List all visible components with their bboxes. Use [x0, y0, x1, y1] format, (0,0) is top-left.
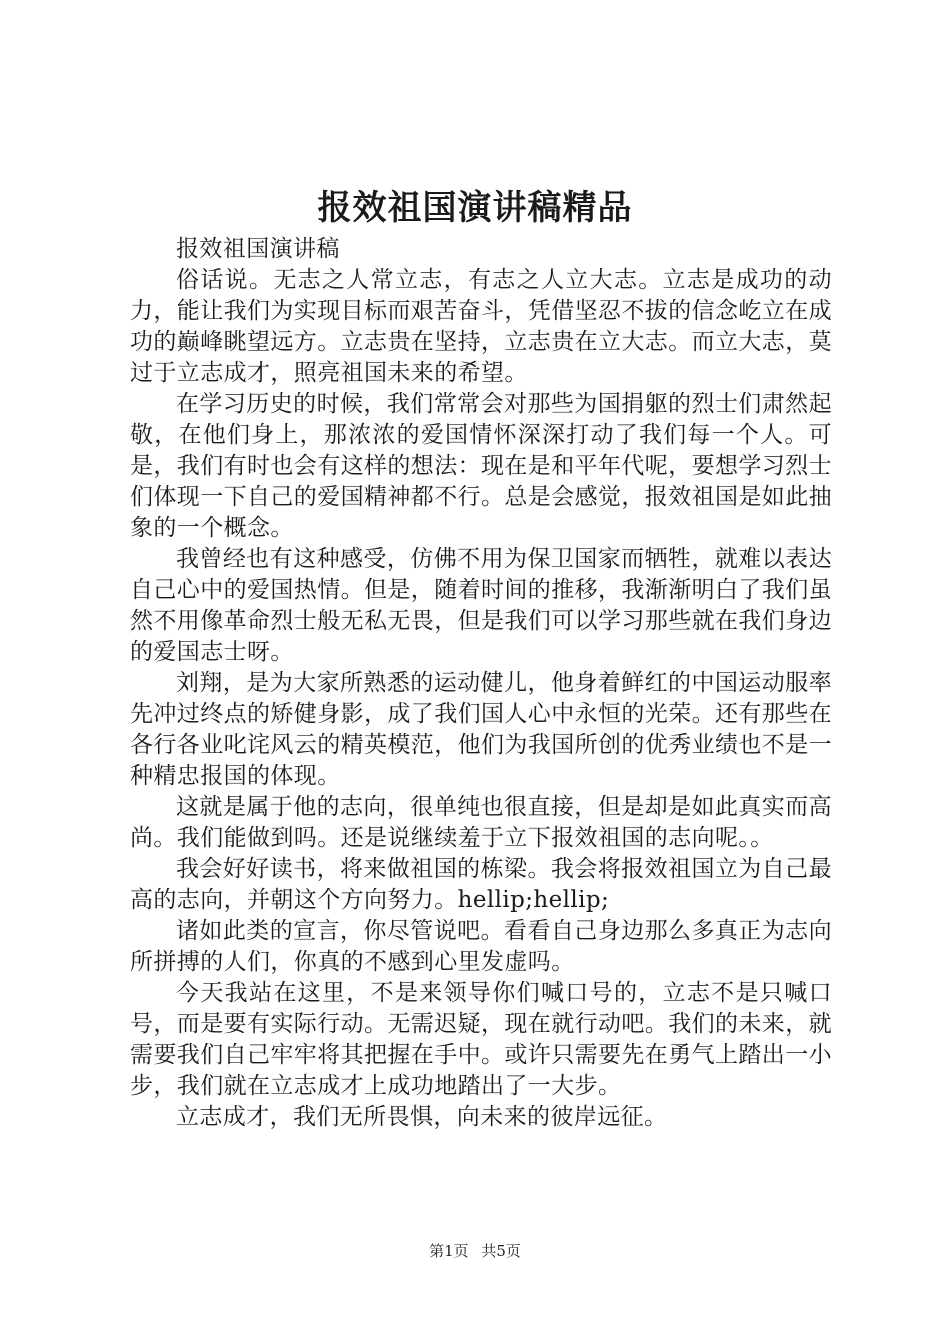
page-total: 共5页: [481, 1242, 521, 1260]
document-body: [130, 234, 832, 1133]
page-number: 第1页: [429, 1242, 469, 1260]
body-paragraph: 今天我站在这里，不是来领导你们喊口号的，立志不是只喊口号，而是要有实际行动。无需迟疑，现在就行动吧。我们的未来，就需要我们自己牢牢将其把握在手中。或许只需要先在勇气上踏出一小步，我们就在立志成才上成功地踏出了一大步。: [130, 980, 832, 1099]
body-paragraph: 报效祖国演讲稿: [176, 236, 340, 262]
body-paragraph: 刘翔，是为大家所熟悉的运动健儿，他身着鲜红的中国运动服率先冲过终点的矫健身影，成了我们国人心中永恒的光荣。还有那些在各行各业叱诧风云的精英模范，他们为我国所创的优秀业绩也不是一种精忠报国的体现。: [130, 670, 832, 789]
body-paragraph: 俗话说。无志之人常立志，有志之人立大志。立志是成功的动力，能让我们为实现目标而艰苦奋斗，凭借坚忍不拔的信念屹立在成功的巅峰眺望远方。立志贵在坚持，立志贵在立大志。而立大志，莫过于立志成才，照亮祖国未来的希望。: [130, 267, 832, 386]
body-paragraph: 诸如此类的宣言，你尽管说吧。看看自己身边那么多真正为志向所拼搏的人们，你真的不感到心里发虚吗。: [130, 918, 832, 975]
page-footer: [0, 1240, 950, 1261]
body-paragraph: 我曾经也有这种感受，仿佛不用为保卫国家而牺牲，就难以表达自己心中的爱国热情。但是，随着时间的推移，我渐渐明白了我们虽然不用像革命烈士般无私无畏，但是我们可以学习那些就在我们身边的爱国志士呀。: [130, 546, 832, 665]
body-paragraph: 这就是属于他的志向，很单纯也很直接，但是却是如此真实而高尚。我们能做到吗。还是说继续羞于立下报效祖国的志向呢。。: [130, 794, 832, 851]
body-paragraph: 立志成才，我们无所畏惧，向未来的彼岸远征。: [176, 1104, 668, 1130]
body-paragraph: 在学习历史的时候，我们常常会对那些为国捐躯的烈士们肃然起敬，在他们身上，那浓浓的爱国情怀深深打动了我们每一个人。可是，我们有时也会有这样的想法：现在是和平年代呢，要想学习烈士们体现一下自己的爱国精神都不行。总是会感觉，报效祖国是如此抽象的一个概念。: [130, 391, 832, 541]
body-paragraph: 我会好好读书，将来做祖国的栋梁。我会将报效祖国立为自己最高的志向，并朝这个方向努力。hellip;hellip;: [130, 856, 832, 913]
document-title: 报效祖国演讲稿精品: [317, 188, 633, 228]
